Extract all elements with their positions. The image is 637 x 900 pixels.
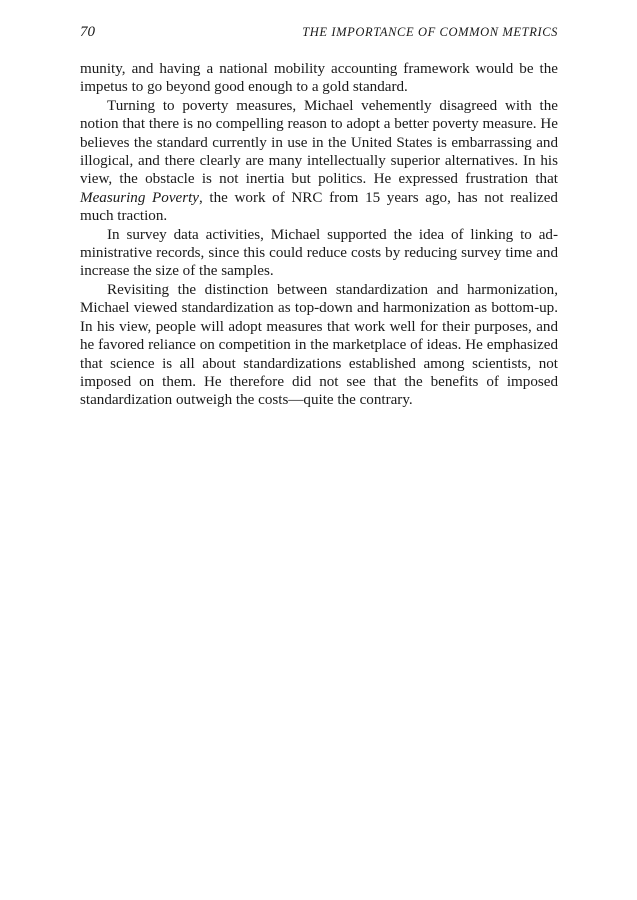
report-title: Measuring Poverty bbox=[80, 189, 199, 206]
running-head bbox=[80, 24, 558, 44]
paragraph-survey-data: In survey data activities, Michael supported the idea of linking to administrative records, since this could reduce costs by reducing survey time and increase the size of the samples. bbox=[80, 226, 558, 280]
page-number: 70 bbox=[80, 24, 95, 40]
paragraph-continued: munity, and having a national mobility accounting framework would be the impetus to go beyond good enough to a gold standard. bbox=[80, 61, 558, 96]
paragraph-text: Turning to poverty measures, Michael vehemently disagreed with the notion that there is no compelling reason to adopt a better poverty measure. He believes the standard currently in use in the United States is embarrassing and illogical, and there clearly are many intellectually superior alternatives. In his view, the obstacle is not inertia but politics. He expressed frustration that bbox=[80, 97, 558, 188]
body-text bbox=[80, 60, 558, 410]
paragraph-text: , the work of NRC from 15 years ago, has not realized much traction. bbox=[80, 189, 558, 225]
running-title: THE IMPORTANCE OF COMMON METRICS bbox=[302, 25, 558, 39]
paragraph-standardization: Revisiting the distinction between standardization and harmonization, Michael viewed standardization as top-down and harmonization as bottom-up. In his view, people will adopt measures that work well for their purposes, and he favored reliance on competition in the marketplace of ideas. He emphasized that science is all about standardizations established among scientists, not imposed on them. He therefore did not see that the benefits of imposed standardization outweigh the costs—quite the contrary. bbox=[80, 281, 558, 409]
paragraph-poverty-measures bbox=[80, 97, 558, 226]
